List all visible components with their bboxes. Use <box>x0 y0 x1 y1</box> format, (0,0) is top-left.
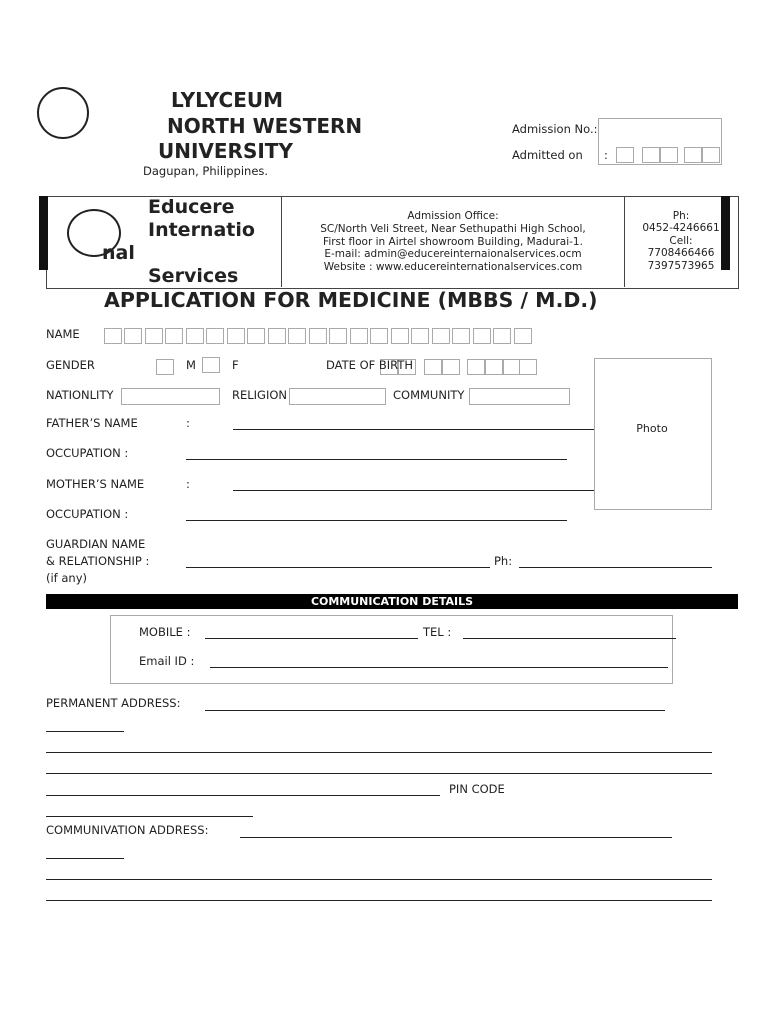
office-website: Website : www.educereinternationalservices.com <box>323 261 583 274</box>
cell-number: 7708466466 <box>647 247 715 260</box>
guardian-label-line3: (if any) <box>46 571 88 585</box>
gender-male-checkbox[interactable] <box>156 359 174 375</box>
cell-label: Cell: <box>669 234 693 247</box>
father-occupation-line[interactable] <box>186 459 567 460</box>
name-cell[interactable] <box>104 328 122 344</box>
admitted-date-cell[interactable] <box>642 147 660 163</box>
name-cell[interactable] <box>288 328 306 344</box>
form-title: APPLICATION FOR MEDICINE (MBBS / M.D.) <box>104 288 598 312</box>
religion-label: RELIGION <box>232 388 288 402</box>
mother-name-colon: : <box>186 477 190 491</box>
religion-input[interactable] <box>289 388 386 405</box>
father-name-colon: : <box>186 416 190 430</box>
pin-code-line[interactable] <box>46 816 253 817</box>
dob-cell[interactable] <box>467 359 485 375</box>
guardian-name-line[interactable] <box>186 567 490 568</box>
name-cell[interactable] <box>309 328 327 344</box>
permanent-address-line[interactable] <box>46 795 440 796</box>
communication-address-line[interactable] <box>46 879 712 880</box>
university-name-line3: UNIVERSITY <box>158 139 293 163</box>
mobile-label: MOBILE : <box>139 625 191 639</box>
phone-number: 0452-4246661 <box>642 222 720 235</box>
photo-label: Photo <box>636 422 668 435</box>
name-cell[interactable] <box>370 328 388 344</box>
admitted-date-cell[interactable] <box>660 147 678 163</box>
communication-address-line[interactable] <box>46 858 124 859</box>
agency-name-line1: Educere <box>148 196 235 218</box>
mother-occupation-line[interactable] <box>186 520 567 521</box>
tel-label: TEL : <box>423 625 452 639</box>
name-cell[interactable] <box>227 328 245 344</box>
name-cell[interactable] <box>268 328 286 344</box>
guardian-phone-line[interactable] <box>519 567 712 568</box>
mother-occupation-label: OCCUPATION : <box>46 507 129 521</box>
name-cell[interactable] <box>493 328 511 344</box>
community-label: COMMUNITY <box>393 388 465 402</box>
name-cell[interactable] <box>432 328 450 344</box>
permanent-address-line[interactable] <box>46 731 124 732</box>
office-email: E-mail: admin@educereinternaionalservices.ocm <box>324 248 582 261</box>
office-title: Admission Office: <box>407 210 499 222</box>
community-input[interactable] <box>469 388 570 405</box>
university-name-line1: LYLYCEUM <box>171 88 283 112</box>
university-logo-circle <box>37 87 89 139</box>
permanent-address-line[interactable] <box>205 710 665 711</box>
gender-male-label: M <box>186 358 196 372</box>
communication-address-line[interactable] <box>240 837 672 838</box>
guardian-label-line1: GUARDIAN NAME <box>46 537 146 551</box>
permanent-address-line[interactable] <box>46 752 712 753</box>
gender-female-checkbox[interactable] <box>202 357 220 373</box>
cell-number: 7397573965 <box>647 259 715 272</box>
name-cell[interactable] <box>452 328 470 344</box>
name-cell[interactable] <box>206 328 224 344</box>
dob-cell[interactable] <box>519 359 537 375</box>
mobile-line[interactable] <box>205 638 418 639</box>
phone-label: Ph: <box>672 210 690 222</box>
communication-section-header: COMMUNICATION DETAILS <box>46 594 738 609</box>
communication-address-line[interactable] <box>46 900 712 901</box>
father-name-label: FATHER’S NAME <box>46 416 138 430</box>
office-address-line2: First floor in Airtel showroom Building, Madurai-1. <box>323 235 583 248</box>
gender-female-label: F <box>232 358 239 372</box>
name-cell[interactable] <box>124 328 142 344</box>
email-label: Email ID : <box>139 654 195 668</box>
mother-name-label: MOTHER’S NAME <box>46 477 145 491</box>
gender-label: GENDER <box>46 358 95 372</box>
dob-cell[interactable] <box>424 359 442 375</box>
name-cell[interactable] <box>145 328 163 344</box>
guardian-phone-label: Ph: <box>494 554 513 568</box>
name-cell[interactable] <box>350 328 368 344</box>
dob-cell[interactable] <box>485 359 503 375</box>
name-cell[interactable] <box>391 328 409 344</box>
permanent-address-label: PERMANENT ADDRESS: <box>46 696 181 710</box>
contact-block <box>625 210 737 272</box>
admitted-on-colon: : <box>604 148 608 162</box>
office-address-block <box>282 210 624 274</box>
nationality-label: NATIONLITY <box>46 388 114 402</box>
admitted-on-label: Admitted on <box>512 148 583 162</box>
agency-name-line2: Internatio <box>148 219 255 241</box>
admitted-date-cell[interactable] <box>684 147 702 163</box>
name-cell[interactable] <box>514 328 532 344</box>
communication-address-label: COMMUNIVATION ADDRESS: <box>46 823 209 837</box>
agency-name-line4: Services <box>148 265 239 287</box>
name-cell[interactable] <box>473 328 491 344</box>
office-address-line1: SC/North Veli Street, Near Sethupathi High School, <box>320 222 586 235</box>
father-name-line[interactable] <box>233 429 594 430</box>
tel-line[interactable] <box>463 638 676 639</box>
admission-no-label: Admission No.: <box>512 122 598 136</box>
university-location: Dagupan, Philippines. <box>143 164 269 178</box>
dob-label: DATE OF BIRTH <box>326 358 414 372</box>
permanent-address-line[interactable] <box>46 773 712 774</box>
name-cell[interactable] <box>247 328 265 344</box>
email-line[interactable] <box>210 667 668 668</box>
nationality-input[interactable] <box>121 388 220 405</box>
admitted-date-cell[interactable] <box>702 147 720 163</box>
name-label: NAME <box>46 327 80 341</box>
name-cell[interactable] <box>329 328 347 344</box>
university-name-line2: NORTH WESTERN <box>167 114 363 138</box>
name-cell[interactable] <box>411 328 429 344</box>
father-occupation-label: OCCUPATION : <box>46 446 129 460</box>
contact-box <box>110 615 673 684</box>
banner-left-bar <box>39 196 48 270</box>
guardian-label-line2: & RELATIONSHIP : <box>46 554 150 568</box>
pin-code-label: PIN CODE <box>449 782 505 796</box>
name-cell[interactable] <box>186 328 204 344</box>
agency-name-line3: nal <box>102 242 135 264</box>
admitted-date-cell[interactable] <box>616 147 634 163</box>
mother-name-line[interactable] <box>233 490 594 491</box>
name-cell[interactable] <box>165 328 183 344</box>
dob-cell[interactable] <box>442 359 460 375</box>
